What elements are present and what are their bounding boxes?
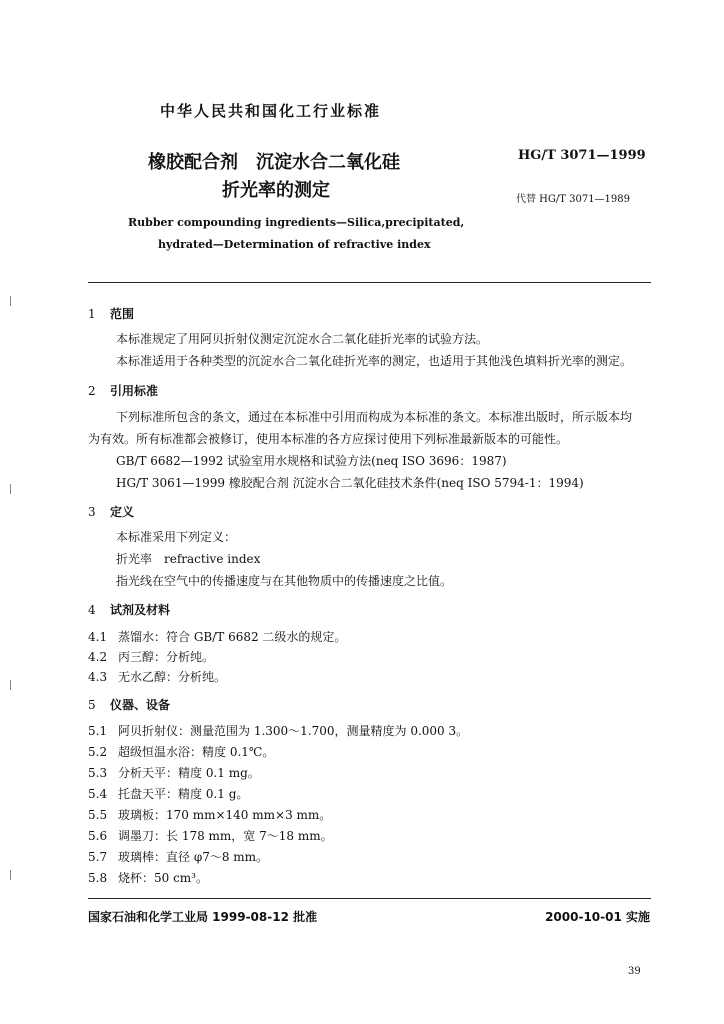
item-text: 托盘天平：精度 0.1 g。 [118, 787, 249, 801]
standard-category: 中华人民共和国化工行业标准 [160, 102, 382, 120]
section-heading-reagents [88, 601, 170, 618]
paragraph: 本标准规定了用阿贝折射仪测定沉淀水合二氧化硅折光率的试验方法。 [116, 332, 489, 346]
item-text: 阿贝折射仪：测量范围为 1.300～1.700，测量精度为 0.000 3。 [118, 724, 469, 738]
header-divider [88, 282, 651, 283]
definition: 指光线在空气中的传播速度与在其他物质中的传播速度之比值。 [116, 574, 453, 588]
list-item [88, 668, 226, 685]
item-number: 5.2 [88, 745, 108, 759]
item-text: 玻璃板：170 mm×140 mm×3 mm。 [118, 808, 332, 822]
margin-mark [10, 296, 11, 306]
reference-item: HG/T 3061—1999 橡胶配合剂 沉淀水合二氧化硅技术条件(neq ISO 5794-1：1994) [116, 476, 584, 490]
document-title-line2: 折光率的测定 [222, 180, 330, 201]
list-item [88, 848, 268, 865]
item-text: 分析天平：精度 0.1 mg。 [118, 766, 260, 780]
section-heading-scope [88, 305, 134, 322]
section-title: 定义 [110, 505, 135, 519]
section-number: 4 [88, 603, 96, 617]
section-title: 试剂及材料 [110, 603, 171, 617]
list-item [88, 722, 468, 739]
list-item [88, 785, 248, 802]
item-number: 5.5 [88, 808, 108, 822]
list-item [88, 628, 346, 645]
paragraph: 本标准采用下列定义： [116, 530, 237, 544]
footer-divider [88, 898, 651, 899]
list-item [88, 806, 331, 823]
section-title: 仪器、设备 [110, 698, 171, 712]
section-number: 3 [88, 505, 96, 519]
item-text: 丙三醇：分析纯。 [118, 650, 215, 664]
item-text: 超级恒温水浴：精度 0.1℃。 [118, 745, 275, 759]
section-number: 1 [88, 307, 96, 321]
section-title: 范围 [110, 307, 135, 321]
item-text: 调墨刀：长 178 mm，宽 7～18 mm。 [118, 829, 333, 843]
reference-item: GB/T 6682—1992 试验室用水规格和试验方法(neq ISO 3696：1987) [116, 454, 507, 468]
paragraph: 下列标准所包含的条文，通过在本标准中引用而构成为本标准的条文。本标准出版时，所示版本均 [116, 410, 633, 424]
item-number: 5.3 [88, 766, 108, 780]
replaces-code: 代替 HG/T 3071—1989 [516, 194, 631, 205]
margin-mark [10, 680, 11, 690]
item-number: 5.7 [88, 850, 108, 864]
item-number: 5.4 [88, 787, 108, 801]
section-title: 引用标准 [110, 384, 159, 398]
document-title-line1: 橡胶配合剂 沉淀水合二氧化硅 [148, 152, 400, 173]
margin-mark [10, 484, 11, 494]
item-text: 无水乙醇：分析纯。 [118, 670, 227, 684]
section-number: 5 [88, 698, 96, 712]
page-number: 39 [628, 966, 641, 977]
item-text: 玻璃棒：直径 φ7～8 mm。 [118, 850, 269, 864]
approval-line: 国家石油和化学工业局 1999-08-12 批准 [88, 910, 318, 924]
item-number: 5.8 [88, 871, 108, 885]
paragraph: 为有效。所有标准都会被修订，使用本标准的各方应探讨使用下列标准最新版本的可能性。 [88, 432, 569, 446]
margin-mark [10, 870, 11, 880]
term: 折光率 refractive index [116, 552, 261, 566]
standard-code: HG/T 3071—1999 [518, 148, 646, 163]
section-heading-apparatus [88, 696, 170, 713]
item-number: 4.2 [88, 650, 108, 664]
item-number: 5.6 [88, 829, 108, 843]
list-item [88, 869, 208, 886]
list-item [88, 743, 274, 760]
list-item [88, 764, 260, 781]
item-text: 烧杯：50 cm³。 [118, 871, 208, 885]
paragraph: 本标准适用于各种类型的沉淀水合二氧化硅折光率的测定，也适用于其他浅色填料折光率的测定。 [116, 354, 633, 368]
section-heading-definitions [88, 503, 134, 520]
english-title-line2: hydrated—Determination of refractive index [158, 238, 431, 251]
item-number: 5.1 [88, 724, 108, 738]
list-item [88, 827, 333, 844]
item-number: 4.3 [88, 670, 108, 684]
effective-date: 2000-10-01 实施 [545, 910, 650, 924]
section-number: 2 [88, 384, 96, 398]
list-item [88, 648, 214, 665]
item-number: 4.1 [88, 630, 108, 644]
english-title-line1: Rubber compounding ingredients—Silica,precipitated, [128, 216, 465, 229]
item-text: 蒸馏水：符合 GB/T 6682 二级水的规定。 [118, 630, 347, 644]
section-heading-references [88, 382, 158, 399]
